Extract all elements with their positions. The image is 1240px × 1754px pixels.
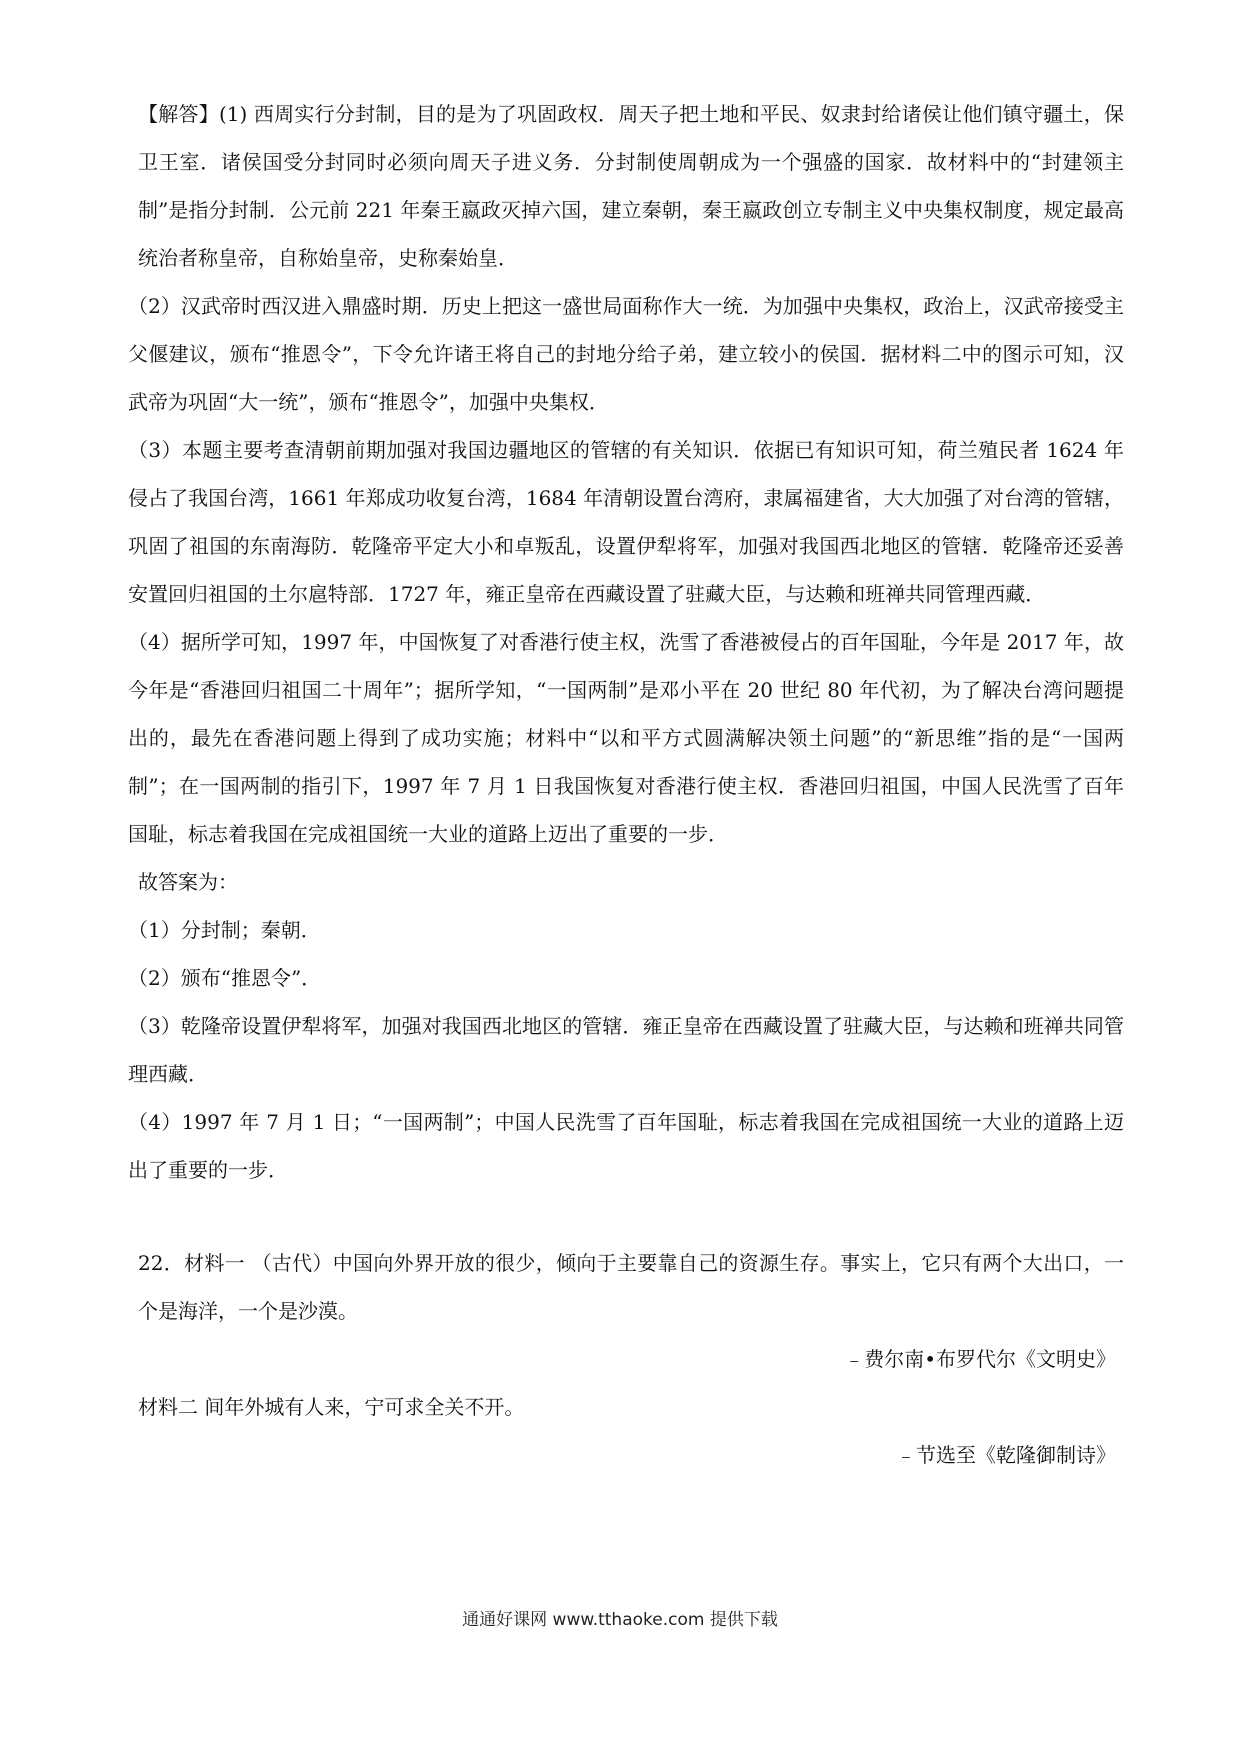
answer-conclusion-label: 故答案为：: [138, 870, 238, 894]
answer-item-2: （2）颁布“推恩令”．: [128, 966, 322, 990]
question-22-material-2: 材料二 间年外城有人来，宁可求全关不开。: [138, 1395, 525, 1419]
answer-paragraph-3: （3）本题主要考查清朝前期加强对我国边疆地区的管辖的有关知识．依据已有知识可知，荷兰殖民者 1624 年侵占了我国台湾，1661 年郑成功收复台湾，1684 年清朝设置台湾府，隶属福建省，大大加强了对台湾的管辖，巩固了祖国的东南海防．乾隆帝平定大小和卓叛乱，设置伊犁将军，加强对我国西北地区的管辖．乾隆帝还妥善安置回归祖国的土尔扈特部．1727 年，雍正皇帝在西藏设置了驻藏大臣，与达赖和班禅共同管理西藏．: [128, 438, 1124, 606]
question-22-material-1: 22．材料一 （古代）中国向外界开放的很少，倾向于主要靠自己的资源生存。事实上，它只有两个大出口，一个是海洋，一个是沙漠。: [138, 1251, 1124, 1323]
footer-watermark: 通通好课网 www.tthaoke.com 提供下载: [462, 1610, 778, 1630]
answer-item-1: （1）分封制；秦朝．: [128, 918, 321, 942]
question-22-source-1: ﹣费尔南•布罗代尔《文明史》: [844, 1347, 1116, 1371]
answer-paragraph-4: （4）据所学可知，1997 年，中国恢复了对香港行使主权，洗雪了香港被侵占的百年国耻，今年是 2017 年，故今年是“香港回归祖国二十周年”；据所学知，“一国两制”是邓小平在 20 世纪 80 年代初，为了解决台湾问题提出的，最先在香港问题上得到了成功实施；材料中“以和平方式圆满解决领土问题”的“新思维”指的是“一国两制”；在一国两制的指引下，1997 年 7 月 1 日我国恢复对香港行使主权．香港回归祖国，中国人民洗雪了百年国耻，标志着我国在完成祖国统一大业的道路上迈出了重要的一步．: [128, 630, 1124, 846]
section-gap: [138, 1194, 1124, 1239]
answer-paragraph-2: （2）汉武帝时西汉进入鼎盛时期．历史上把这一盛世局面称作大一统．为加强中央集权，政治上，汉武帝接受主父偃建议，颁布“推恩令”，下令允许诸王将自己的封地分给子弟，建立较小的侯国．据材料二中的图示可知，汉武帝为巩固“大一统”，颁布“推恩令”，加强中央集权．: [128, 294, 1124, 414]
question-22-source-2: ﹣节选至《乾隆御制诗》: [896, 1443, 1116, 1467]
answer-paragraph-1: 【解答】(1) 西周实行分封制，目的是为了巩固政权．周天子把土地和平民、奴隶封给诸侯让他们镇守疆土，保卫王室．诸侯国受分封同时必须向周天子进义务．分封制使周朝成为一个强盛的国家．故材料中的“封建领主制”是指分封制．公元前 221 年秦王嬴政灭掉六国，建立秦朝，秦王嬴政创立专制主义中央集权制度，规定最高统治者称皇帝，自称始皇帝，史称秦始皇．: [138, 102, 1124, 270]
answer-item-4: （4）1997 年 7 月 1 日；“一国两制”；中国人民洗雪了百年国耻，标志着我国在完成祖国统一大业的道路上迈出了重要的一步．: [128, 1110, 1124, 1182]
answer-item-3: （3）乾隆帝设置伊犁将军，加强对我国西北地区的管辖．雍正皇帝在西藏设置了驻藏大臣，与达赖和班禅共同管理西藏．: [128, 1014, 1124, 1086]
page-content: [128, 90, 1124, 1479]
